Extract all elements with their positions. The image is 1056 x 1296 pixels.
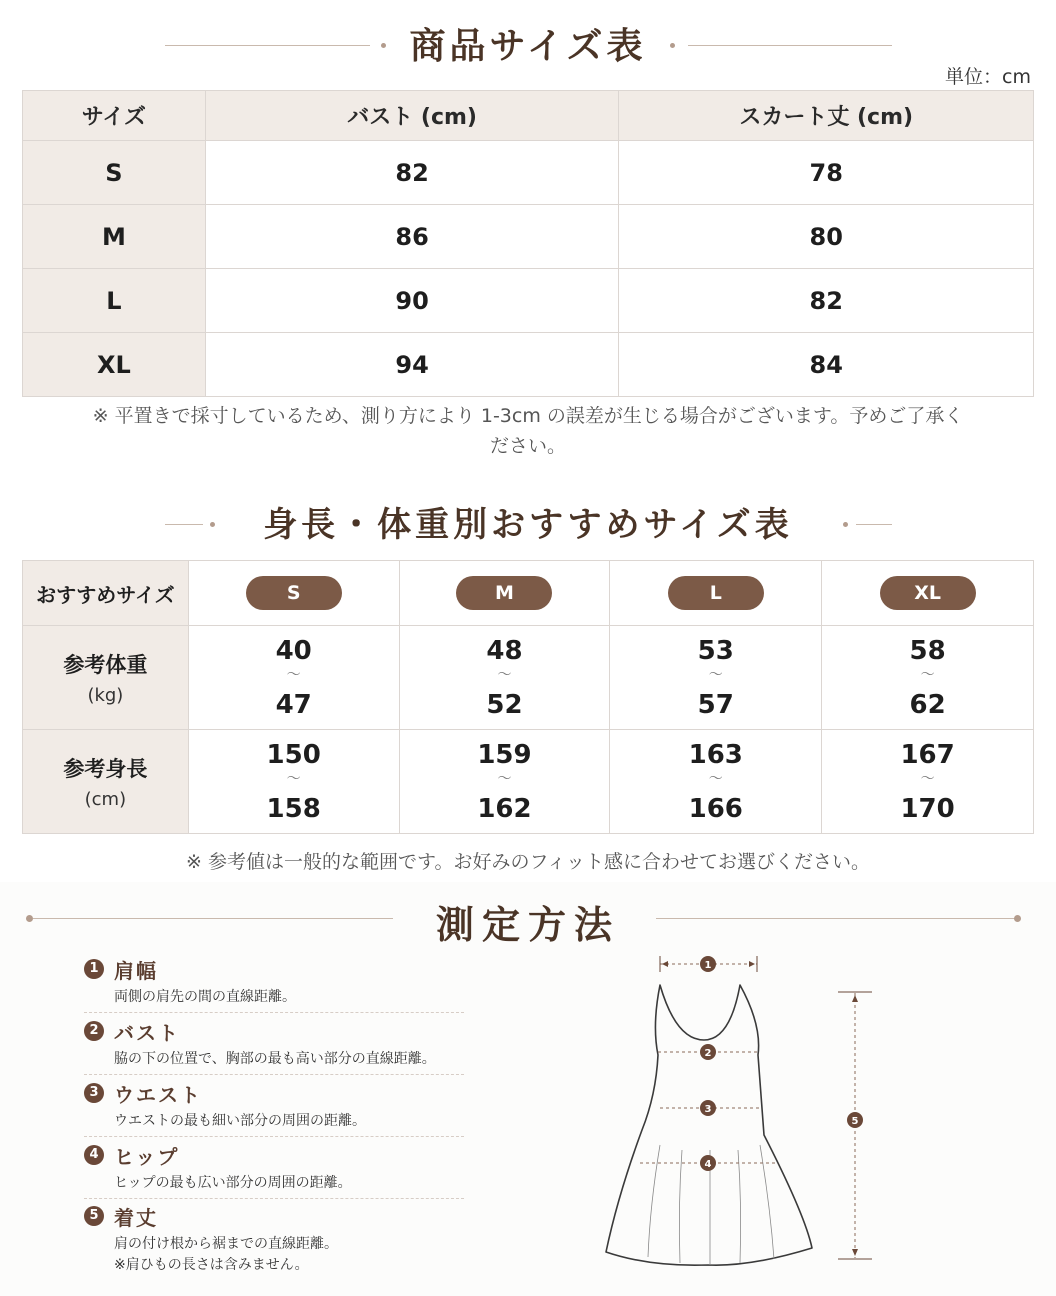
- unit-label: 単位：cm: [945, 66, 1031, 88]
- title-rule-right: [656, 918, 1016, 919]
- arrow-up: [852, 995, 858, 1002]
- title-dot-right: [1014, 915, 1021, 922]
- height-label: 参考身長: [63, 757, 148, 781]
- measure-desc: [114, 1234, 338, 1276]
- title-rule-right: [688, 45, 892, 46]
- size-cell: M: [23, 205, 206, 269]
- range-tilde: ～: [708, 666, 723, 683]
- range-tilde: ～: [497, 666, 512, 683]
- fold-line: [648, 1145, 660, 1257]
- size-table-header: [23, 91, 1034, 141]
- recommend-table: [22, 560, 1034, 834]
- bust-cell: 90: [205, 269, 619, 333]
- size-table: [22, 90, 1034, 397]
- range-tilde: ～: [497, 770, 512, 787]
- size-pill: S: [246, 576, 342, 610]
- table-row: [23, 141, 1034, 205]
- divider: [84, 1198, 464, 1199]
- size-cell: L: [23, 269, 206, 333]
- size-cell-l: [610, 561, 822, 626]
- marker-3-label: 3: [704, 1104, 712, 1115]
- measure-desc: ウエストの最も細い部分の周囲の距離。: [114, 1113, 366, 1129]
- height-max: 162: [477, 793, 532, 824]
- note-line-2: ださい。: [489, 435, 566, 457]
- divider: [84, 1074, 464, 1075]
- divider: [84, 1012, 464, 1013]
- height-row: [23, 730, 1034, 834]
- note-line-1: ※ 平置きで採寸しているため、測り方により 1-3cm の誤差が生じる場合がございます。予めご了承く: [92, 405, 964, 427]
- size-pill: L: [668, 576, 764, 610]
- weight-label: 参考体重: [63, 653, 148, 677]
- weight-max: 62: [909, 689, 946, 720]
- bust-cell: 82: [205, 141, 619, 205]
- size-cell-m: [399, 561, 610, 626]
- recommend-chart-title: 身長・体重別おすすめサイズ表: [263, 505, 793, 545]
- skirt-length-cell: 84: [619, 333, 1034, 397]
- weight-min: 40: [275, 635, 312, 666]
- weight-max: 52: [486, 689, 523, 720]
- height-max: 158: [266, 793, 321, 824]
- height-max: 166: [688, 793, 743, 824]
- header-size: サイズ: [23, 91, 206, 141]
- arrow-right: [749, 961, 755, 967]
- dress-diagram: [590, 945, 890, 1280]
- measure-name: ウエスト: [114, 1083, 202, 1107]
- measure-desc: 両側の肩先の間の直線距離。: [114, 989, 296, 1005]
- height-min: 150: [266, 739, 321, 770]
- weight-max: 47: [275, 689, 312, 720]
- measure-desc-line: 肩の付け根から裾までの直線距離。: [114, 1236, 338, 1252]
- range-tilde: ～: [708, 770, 723, 787]
- marker-4-label: 4: [704, 1159, 712, 1170]
- weight-min: 58: [909, 635, 946, 666]
- title-rule-right: [856, 524, 892, 525]
- bust-cell: 94: [205, 333, 619, 397]
- title-dot-right: [843, 522, 848, 527]
- measure-desc: 脇の下の位置で、胸部の最も高い部分の直線距離。: [114, 1051, 436, 1067]
- arrow-down: [852, 1249, 858, 1256]
- range-tilde: ～: [920, 770, 935, 787]
- weight-range: [188, 626, 399, 730]
- dress-outline: [606, 985, 812, 1265]
- weight-range: [822, 626, 1034, 730]
- weight-max: 57: [697, 689, 734, 720]
- table-row: [23, 333, 1034, 397]
- fold-line: [679, 1150, 682, 1263]
- skirt-length-cell: 80: [619, 205, 1034, 269]
- height-label-cell: [23, 730, 189, 834]
- size-cell: XL: [23, 333, 206, 397]
- height-range: [610, 730, 822, 834]
- marker-1-label: 1: [704, 960, 712, 971]
- weight-min: 48: [486, 635, 523, 666]
- measure-name: バスト: [114, 1021, 180, 1045]
- size-pill: M: [456, 576, 552, 610]
- marker-2-label: 2: [704, 1048, 712, 1059]
- size-cell: S: [23, 141, 206, 205]
- recommend-note: ※ 参考値は一般的な範囲です。お好みのフィット感に合わせてお選びください。: [186, 851, 870, 873]
- weight-label-cell: [23, 626, 189, 730]
- number-badge: 4: [84, 1145, 104, 1165]
- measure-desc-note: ※肩ひもの長さは含みません。: [114, 1257, 309, 1273]
- number-badge: 3: [84, 1083, 104, 1103]
- fold-line: [760, 1145, 774, 1259]
- range-tilde: ～: [286, 666, 301, 683]
- table-row: [23, 269, 1034, 333]
- measure-name: ヒップ: [114, 1145, 180, 1169]
- header-bust: バスト (cm): [205, 91, 619, 141]
- range-tilde: ～: [920, 666, 935, 683]
- skirt-length-cell: 82: [619, 269, 1034, 333]
- arrow-left: [662, 961, 668, 967]
- header-skirt-length: スカート丈 (cm): [619, 91, 1034, 141]
- number-badge: 5: [84, 1206, 104, 1226]
- size-pill: XL: [880, 576, 976, 610]
- range-tilde: ～: [286, 770, 301, 787]
- height-range: [188, 730, 399, 834]
- height-max: 170: [900, 793, 955, 824]
- weight-unit: (kg): [87, 685, 124, 706]
- bust-cell: 86: [205, 205, 619, 269]
- table-row: [23, 205, 1034, 269]
- fold-line: [738, 1150, 741, 1263]
- size-chart-note: [0, 401, 1056, 461]
- skirt-length-cell: 78: [619, 141, 1034, 205]
- height-min: 159: [477, 739, 532, 770]
- weight-min: 53: [697, 635, 734, 666]
- recommend-header-row: [23, 561, 1034, 626]
- height-range: [399, 730, 610, 834]
- recommend-size-label: おすすめサイズ: [23, 561, 189, 626]
- size-cell-xl: [822, 561, 1034, 626]
- weight-range: [610, 626, 822, 730]
- marker-5-label: 5: [851, 1116, 859, 1127]
- measure-desc: ヒップの最も広い部分の周囲の距離。: [114, 1175, 352, 1191]
- height-min: 167: [900, 739, 955, 770]
- height-min: 163: [688, 739, 743, 770]
- title-dot-right: [670, 43, 675, 48]
- height-range: [822, 730, 1034, 834]
- number-badge: 2: [84, 1021, 104, 1041]
- number-badge: 1: [84, 959, 104, 979]
- size-chart-title: 商品サイズ表: [409, 25, 647, 67]
- measure-name: 肩幅: [114, 959, 158, 983]
- measure-name: 着丈: [114, 1206, 158, 1230]
- size-cell-s: [188, 561, 399, 626]
- divider: [84, 1136, 464, 1137]
- measure-title: 測定方法: [435, 902, 620, 947]
- weight-range: [399, 626, 610, 730]
- height-unit: (cm): [84, 789, 127, 810]
- weight-row: [23, 626, 1034, 730]
